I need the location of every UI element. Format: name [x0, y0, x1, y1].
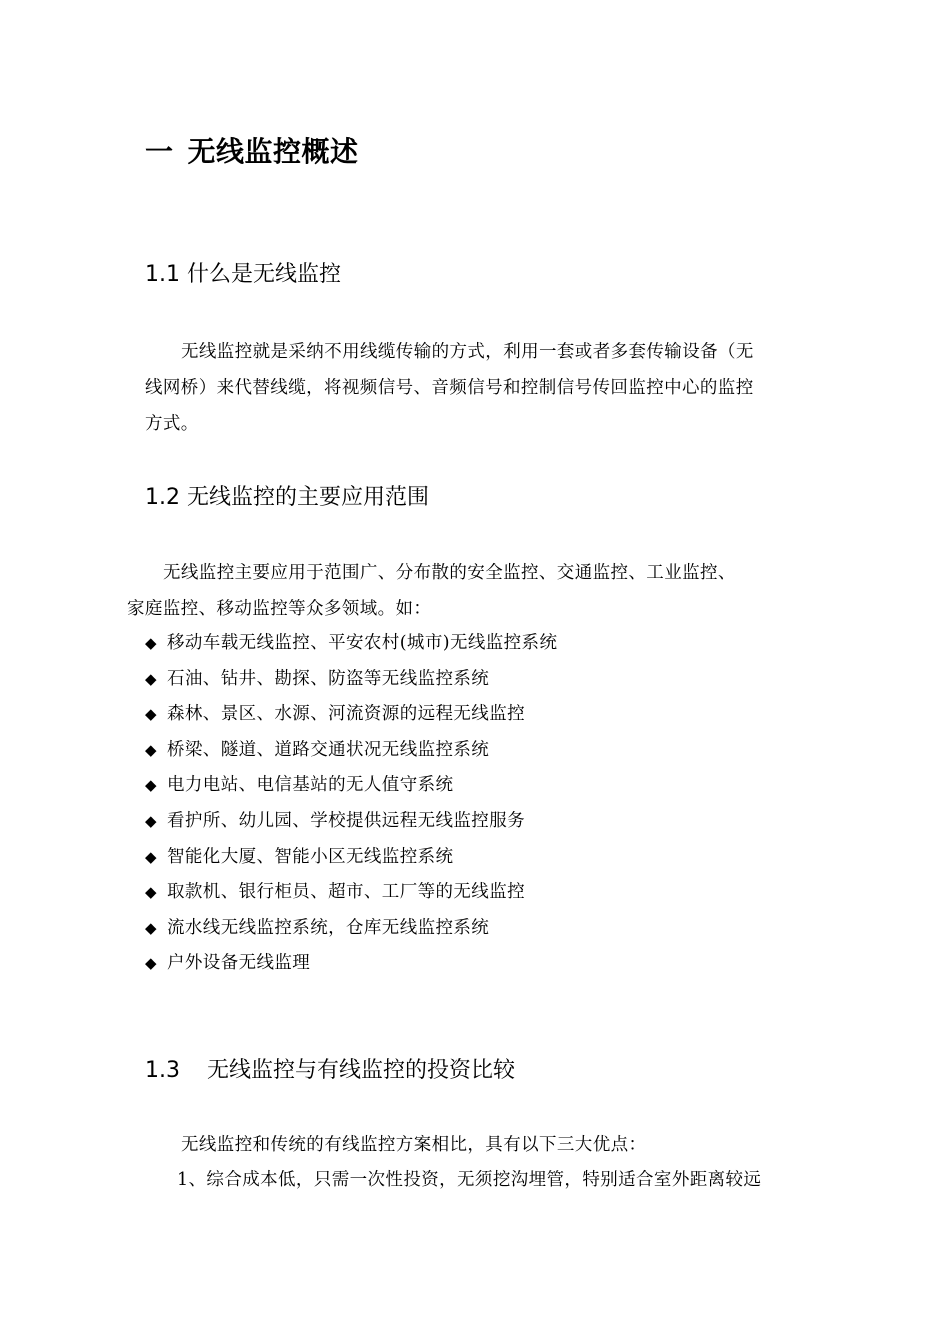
diamond-bullet-icon: ◆: [145, 740, 157, 759]
paragraph-1-3-line-1: 无线监控和传统的有线监控方案相比，具有以下三大优点：: [181, 1135, 647, 1155]
list-item: [145, 769, 557, 805]
chapter-title: 无线监控概述: [187, 135, 359, 168]
chapter-number: 一: [145, 135, 174, 168]
list-item: [145, 627, 557, 663]
diamond-bullet-icon: ◆: [145, 811, 157, 830]
list-item-text: 森林、景区、水源、河流资源的远程无线监控: [167, 704, 525, 725]
list-item: [145, 912, 557, 948]
diamond-bullet-icon: ◆: [145, 634, 157, 652]
diamond-bullet-icon: ◆: [145, 669, 157, 688]
paragraph-1-2-line-1: 无线监控主要应用于范围广、分布散的安全监控、交通监控、工业监控、: [163, 563, 736, 583]
list-item-text: 看护所、幼儿园、学校提供远程无线监控服务: [167, 810, 525, 831]
section-title: 无线监控与有线监控的投资比较: [207, 1058, 516, 1083]
diamond-bullet-icon: ◆: [145, 705, 157, 724]
diamond-bullet-icon: ◆: [145, 847, 157, 866]
diamond-bullet-icon: ◆: [145, 918, 157, 937]
section-heading-1-1: 1.1 什么是无线监控: [145, 262, 341, 287]
paragraph-1-2-line-2: 家庭监控、移动监控等众多领域。如：: [127, 599, 432, 619]
list-item: [145, 876, 557, 912]
diamond-bullet-icon: ◆: [145, 776, 157, 795]
list-item: [145, 841, 557, 877]
application-list: [145, 627, 557, 983]
diamond-bullet-icon: ◆: [145, 954, 157, 973]
list-item: [145, 698, 557, 734]
list-item-text: 取款机、银行柜员、超市、工厂等的无线监控: [167, 882, 525, 903]
list-item: [145, 734, 557, 770]
list-item-text: 户外设备无线监理: [167, 953, 311, 974]
list-item-text: 移动车载无线监控、平安农村(城市)无线监控系统: [167, 633, 558, 653]
paragraph-1-1-line-3: 方式。: [145, 414, 199, 434]
list-item: [145, 947, 557, 983]
list-item-text: 电力电站、电信基站的无人值守系统: [167, 775, 454, 796]
list-item: [145, 805, 557, 841]
diamond-bullet-icon: ◆: [145, 883, 157, 902]
list-item-text: 智能化大厦、智能小区无线监控系统: [167, 846, 454, 867]
list-item-text: 流水线无线监控系统，仓库无线监控系统: [167, 917, 490, 938]
list-item-text: 石油、钻井、勘探、防盗等无线监控系统: [167, 668, 490, 689]
list-item: [145, 663, 557, 699]
section-heading-1-2: 1.2 无线监控的主要应用范围: [145, 485, 429, 510]
paragraph-1-3-item-1: 1、综合成本低，只需一次性投资，无须挖沟埋管，特别适合室外距离较远: [177, 1170, 762, 1190]
list-item-text: 桥梁、隧道、道路交通状况无线监控系统: [167, 739, 490, 760]
chapter-heading: [145, 130, 359, 170]
paragraph-1-1-line-1: 无线监控就是采纳不用线缆传输的方式，利用一套或者多套传输设备（无: [181, 342, 754, 362]
paragraph-1-1-line-2: 线网桥）来代替线缆，将视频信号、音频信号和控制信号传回监控中心的监控: [145, 378, 754, 398]
section-number: 1.3: [145, 1058, 180, 1083]
section-heading-1-3: [145, 1053, 515, 1084]
